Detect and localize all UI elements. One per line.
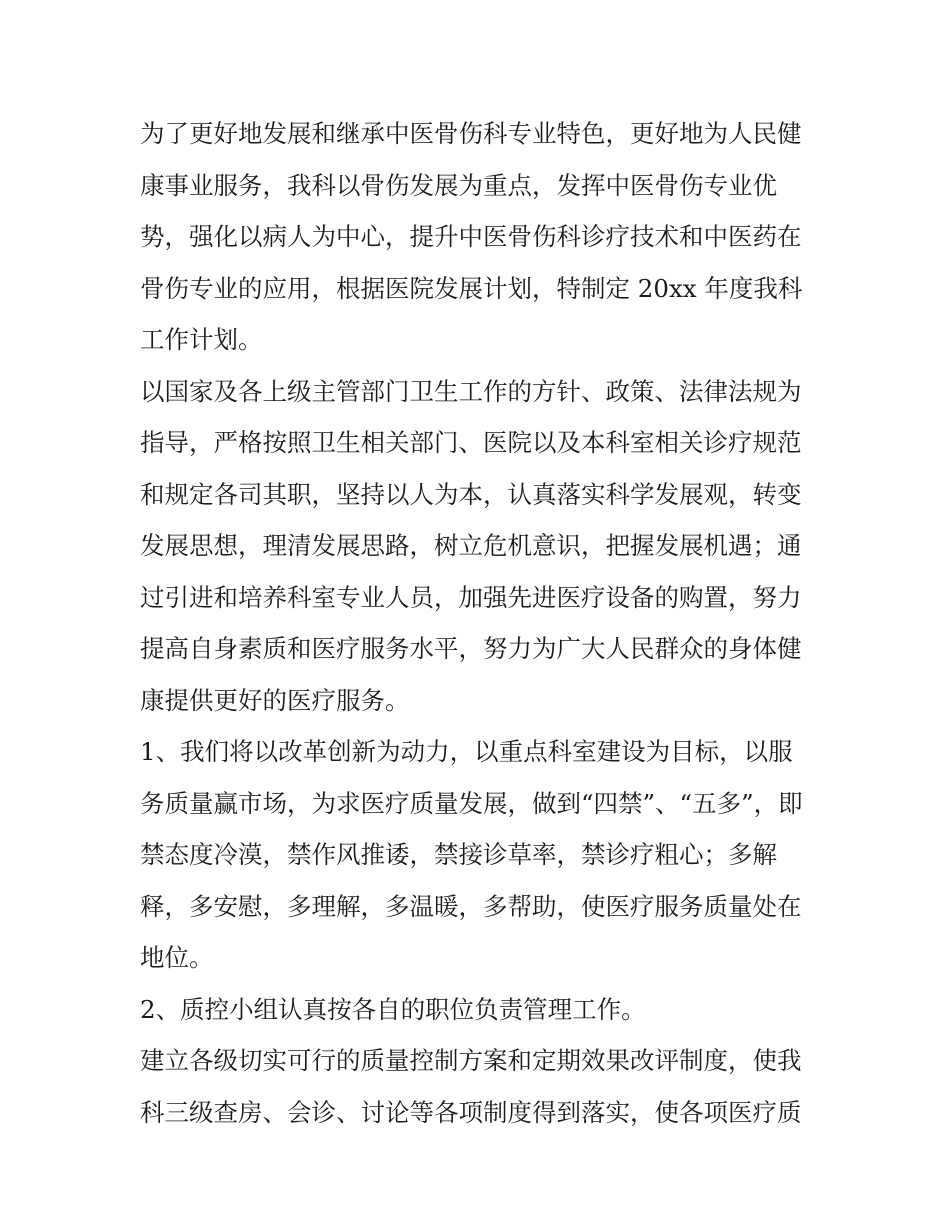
- text-line: 提高自身素质和医疗服务水平，努力为广大人民群众的身体健: [140, 634, 802, 663]
- text-line: 康事业服务，我科以骨伤发展为重点，发挥中医骨伤专业优: [140, 170, 777, 200]
- body-text: [140, 108, 820, 1138]
- text-line: 指导，严格按照卫生相关部门、医院以及本科室相关诊疗规范: [140, 428, 802, 457]
- text-line: 科三级查房、会诊、讨论等各项制度得到落实，使各项医疗质: [140, 1097, 802, 1127]
- text-line: 释，多安慰，多理解，多温暖，多帮助，使医疗服务质量处在: [140, 891, 802, 921]
- text-line: 禁态度冷漠，禁作风推诿，禁接诊草率，禁诊疗粗心；多解: [140, 840, 777, 869]
- text-line: 势，强化以病人为中心，提升中医骨伤科诊疗技术和中医药在: [140, 222, 802, 251]
- text-line: 和规定各司其职，坚持以人为本，认真落实科学发展观，转变: [140, 479, 802, 509]
- text-line: 工作计划。: [140, 325, 263, 354]
- text-line: 务质量赢市场，为求医疗质量发展，做到“四禁”、“五多”，即: [140, 788, 803, 818]
- text-line: 为了更好地发展和继承中医骨伤科专业特色，更好地为人民健: [140, 119, 802, 148]
- text-line: 骨伤专业的应用，根据医院发展计划，特制定 20xx 年度我科: [140, 273, 803, 303]
- text-line: 发展思想，理清发展思路，树立危机意识，把握发展机遇；通: [140, 531, 802, 560]
- text-line: 建立各级切实可行的质量控制方案和定期效果改评制度，使我: [140, 1046, 802, 1075]
- text-line: 2、质控小组认真按各自的职位负责管理工作。: [140, 994, 646, 1024]
- text-line: 康提供更好的医疗服务。: [140, 685, 410, 715]
- text-line: 地位。: [140, 943, 214, 972]
- text-line: 以国家及各上级主管部门卫生工作的方针、政策、法律法规为: [140, 376, 802, 406]
- text-line: 1、我们将以改革创新为动力，以重点科室建设为目标，以服: [140, 737, 793, 766]
- text-line: 过引进和培养科室专业人员，加强先进医疗设备的购置，努力: [140, 582, 802, 612]
